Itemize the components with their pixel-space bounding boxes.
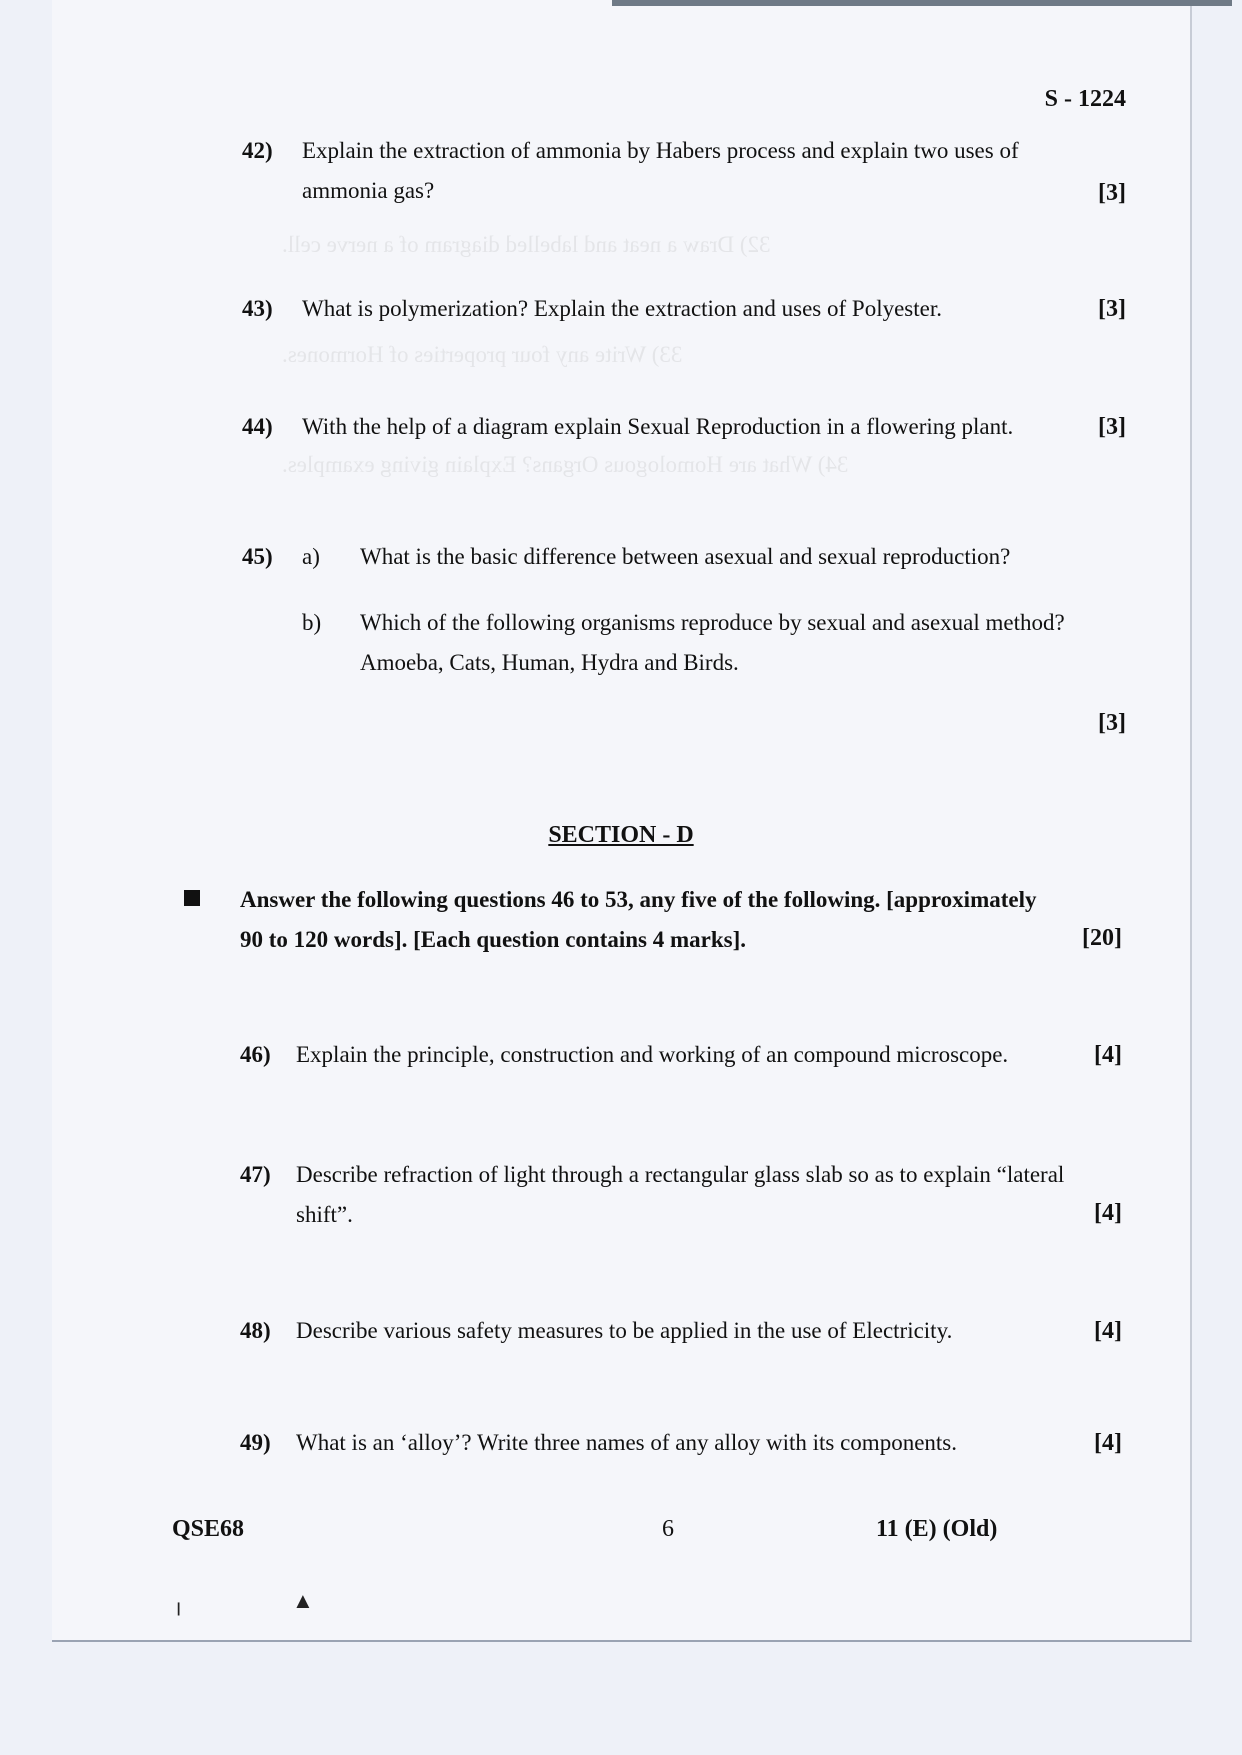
question-number: 49) bbox=[240, 1430, 271, 1455]
question-48 bbox=[240, 1312, 1120, 1352]
subquestion-text: Which of the following organisms reproduce by sexual and asexual method? bbox=[360, 610, 1065, 635]
instruction-line: 90 to 120 words]. [Each question contains 4 marks]. bbox=[240, 927, 747, 952]
top-edge-line bbox=[612, 0, 1232, 6]
exam-page bbox=[52, 0, 1192, 1642]
question-text-line: shift”. bbox=[296, 1202, 353, 1227]
question-text-line: What is polymerization? Explain the extraction and uses of Polyester. bbox=[302, 296, 942, 321]
question-number: 44) bbox=[242, 414, 273, 439]
question-49 bbox=[240, 1424, 1120, 1464]
scan-mark: ▲ bbox=[292, 1588, 314, 1613]
question-text-line: Explain the extraction of ammonia by Habers process and explain two uses of bbox=[302, 138, 1019, 163]
question-marks: [4] bbox=[1094, 1200, 1122, 1226]
footer-edition: 11 (E) (Old) bbox=[876, 1516, 998, 1542]
question-number: 42) bbox=[242, 138, 273, 163]
subquestion-text: What is the basic difference between asexual and sexual reproduction? bbox=[360, 544, 1011, 569]
square-bullet-icon bbox=[184, 890, 200, 906]
subquestion-label: b) bbox=[302, 610, 322, 635]
question-text-line: With the help of a diagram explain Sexual Reproduction in a flowering plant. bbox=[302, 414, 1014, 439]
question-45 bbox=[242, 538, 1202, 698]
instruction-line: Answer the following questions 46 to 53, any five of the following. [approximately bbox=[240, 887, 1037, 912]
question-43 bbox=[242, 290, 1122, 330]
question-marks: [4] bbox=[1094, 1430, 1122, 1456]
question-44 bbox=[242, 408, 1122, 448]
question-number: 46) bbox=[240, 1042, 271, 1067]
bleed-through-text: 32) Draw a neat and labelled diagram of a nerve cell. bbox=[282, 232, 771, 257]
footer-code: QSE68 bbox=[172, 1516, 245, 1542]
question-marks: [3] bbox=[1098, 710, 1126, 736]
question-text-line: Explain the principle, construction and working of an compound microscope. bbox=[296, 1042, 1009, 1067]
section-marks: [20] bbox=[1082, 925, 1122, 951]
question-text-line: Describe various safety measures to be applied in the use of Electricity. bbox=[296, 1318, 953, 1343]
question-42 bbox=[242, 132, 1202, 212]
question-marks: [3] bbox=[1098, 414, 1126, 440]
page-number: 6 bbox=[662, 1516, 674, 1542]
section-title: SECTION - D bbox=[548, 822, 694, 848]
question-text-line: ammonia gas? bbox=[302, 178, 435, 203]
question-marks: [3] bbox=[1098, 180, 1126, 206]
question-marks: [3] bbox=[1098, 296, 1126, 322]
question-marks: [4] bbox=[1094, 1042, 1122, 1068]
question-text-line: What is an ‘alloy’? Write three names of any alloy with its components. bbox=[296, 1430, 957, 1455]
question-number: 47) bbox=[240, 1162, 271, 1187]
question-46 bbox=[240, 1036, 1130, 1076]
question-47 bbox=[240, 1156, 1200, 1236]
section-instructions bbox=[240, 880, 1210, 960]
paper-code: S - 1224 bbox=[1044, 86, 1126, 112]
bleed-through-text: 33) Write any four properties of Hormones. bbox=[282, 342, 683, 367]
question-marks: [4] bbox=[1094, 1318, 1122, 1344]
bleed-through-text: 34) What are Homologous Organs? Explain giving examples. bbox=[282, 452, 849, 477]
scan-mark: ╷ bbox=[172, 1590, 186, 1615]
subquestion-label: a) bbox=[302, 544, 320, 569]
question-text-line: Describe refraction of light through a rectangular glass slab so as to explain “lateral bbox=[296, 1162, 1065, 1187]
subquestion-text: Amoeba, Cats, Human, Hydra and Birds. bbox=[360, 650, 739, 675]
question-number: 43) bbox=[242, 296, 273, 321]
question-number: 45) bbox=[242, 544, 273, 569]
question-number: 48) bbox=[240, 1318, 271, 1343]
